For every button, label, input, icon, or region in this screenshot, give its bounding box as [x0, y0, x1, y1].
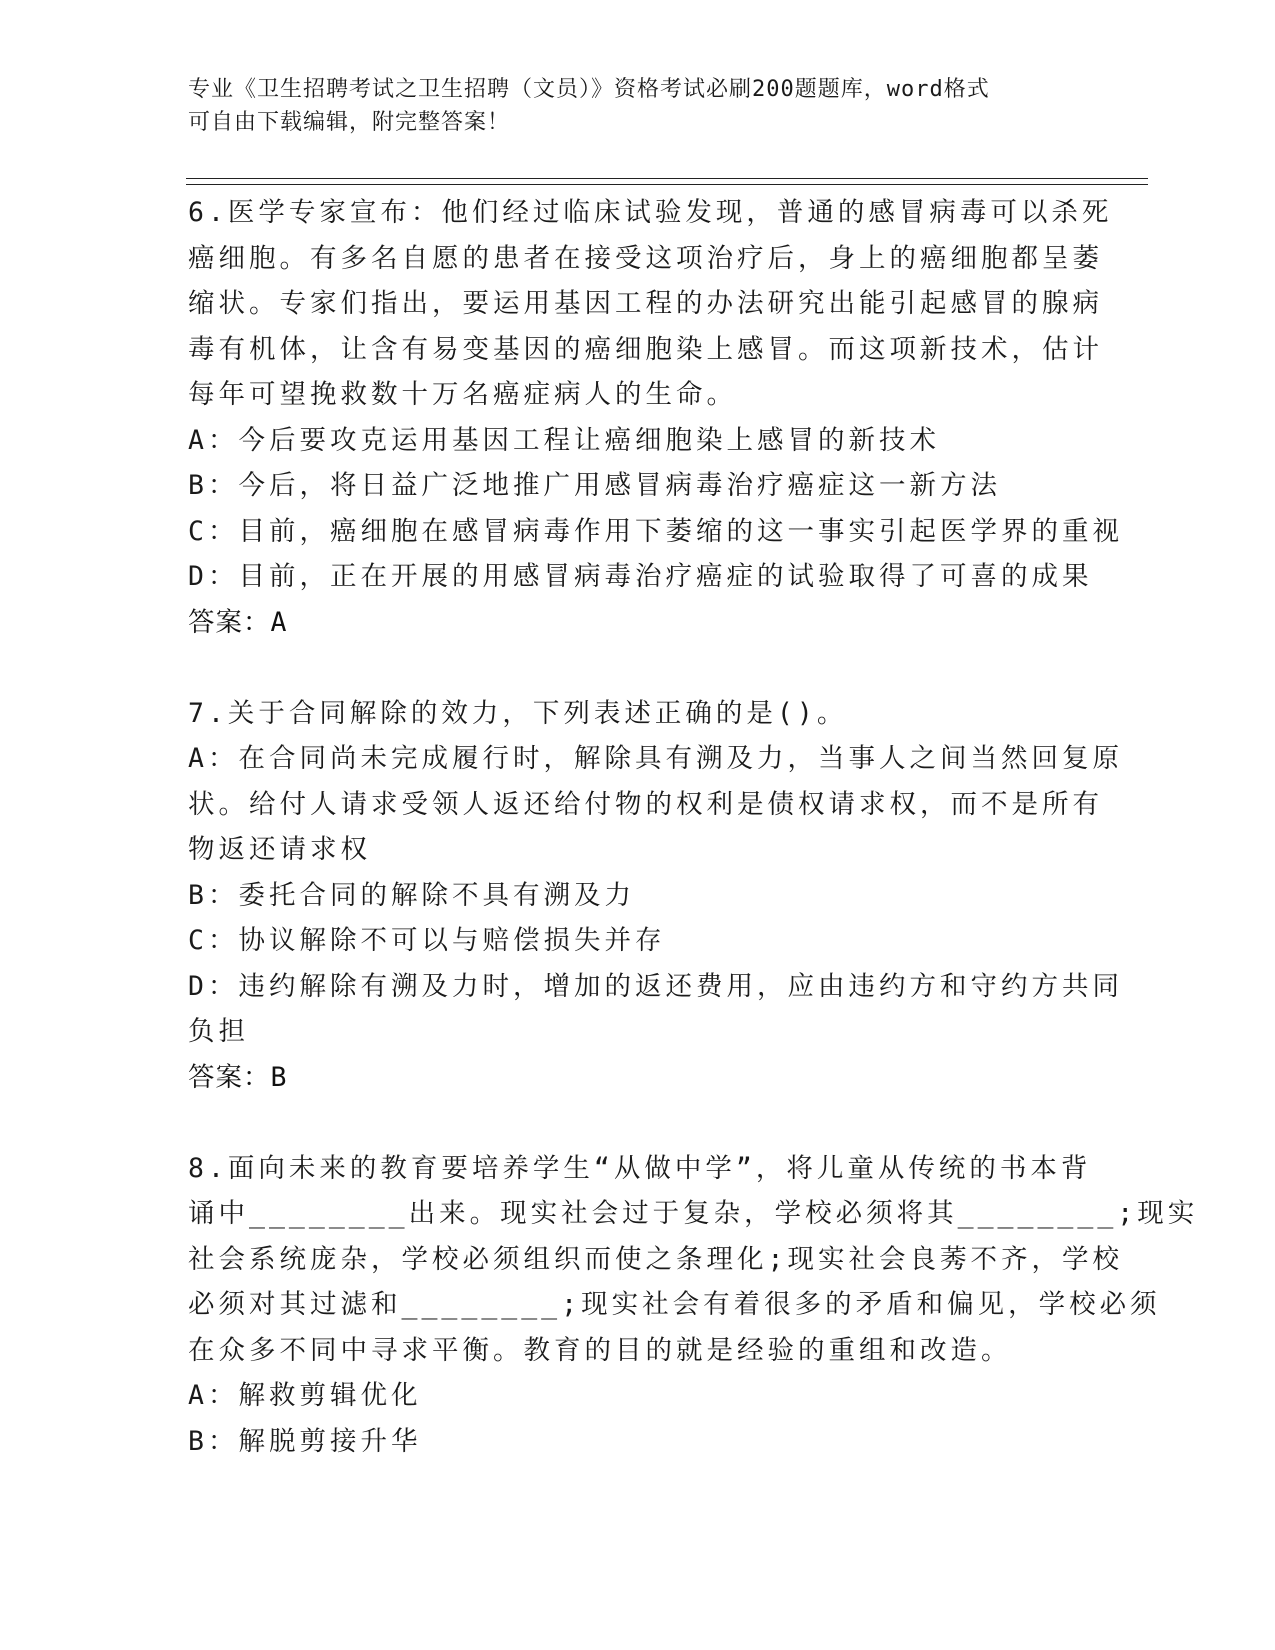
option-b: B：委托合同的解除不具有溯及力 [188, 879, 635, 911]
question-stem-line: 毒有机体，让含有易变基因的癌细胞染上感冒。而这项新技术，估计 [188, 333, 1103, 365]
option-c: C：协议解除不可以与赔偿损失并存 [188, 925, 666, 956]
option-b: B：今后，将日益广泛地推广用感冒病毒治疗癌症这一新方法 [188, 470, 1001, 501]
question-spacer [188, 645, 1068, 691]
question-stem-line: 必须对其过滤和________;现实社会有着很多的矛盾和偏见，学校必须 [188, 1289, 1161, 1320]
option-d: D：目前，正在开展的用感冒病毒治疗癌症的试验取得了可喜的成果 [188, 561, 1093, 592]
header-line-1: 专业《卫生招聘考试之卫生招聘（文员）》资格考试必刷200题题库，word格式 [188, 77, 990, 102]
option-b: B：解脱剪接升华 [188, 1425, 422, 1457]
question-7 [188, 691, 1123, 1101]
answer-label: 答案：B [188, 1061, 288, 1093]
question-stem-line: 7.关于合同解除的效力，下列表述正确的是()。 [188, 697, 848, 729]
option-a-continued: 状。给付人请求受领人返还给付物的权利是债权请求权，而不是所有 [188, 788, 1103, 820]
option-d: D：违约解除有溯及力时，增加的返还费用，应由违约方和守约方共同 [188, 970, 1123, 1002]
option-c: C：目前，癌细胞在感冒病毒作用下萎缩的这一事实引起医学界的重视 [188, 515, 1123, 547]
option-a-continued: 物返还请求权 [188, 834, 371, 865]
question-spacer [188, 1100, 1068, 1146]
question-list [188, 190, 1199, 1464]
question-6 [188, 190, 1123, 645]
question-8 [188, 1146, 1199, 1465]
option-a: A：解救剪辑优化 [188, 1380, 422, 1411]
question-stem-line: 在众多不同中寻求平衡。教育的目的就是经验的重组和改造。 [188, 1334, 1012, 1366]
header-line-2: 可自由下载编辑，附完整答案！ [188, 110, 511, 135]
question-stem-line: 癌细胞。有多名自愿的患者在接受这项治疗后，身上的癌细胞都呈萎 [188, 242, 1103, 274]
question-stem-line: 6.医学专家宣布：他们经过临床试验发现，普通的感冒病毒可以杀死 [188, 197, 1113, 228]
option-a: A：今后要攻克运用基因工程让癌细胞染上感冒的新技术 [188, 424, 940, 456]
answer-label: 答案：A [188, 606, 288, 638]
option-a: A：在合同尚未完成履行时，解除具有溯及力，当事人之间当然回复原 [188, 743, 1123, 774]
question-stem-line: 社会系统庞杂，学校必须组织而使之条理化;现实社会良莠不齐，学校 [188, 1243, 1123, 1275]
document-header [188, 73, 1088, 139]
question-stem-line: 每年可望挽救数十万名癌症病人的生命。 [188, 379, 737, 410]
header-rule-top [186, 178, 1148, 179]
question-stem-line: 缩状。专家们指出，要运用基因工程的办法研究出能引起感冒的腺病 [188, 288, 1103, 319]
option-d-continued: 负担 [188, 1016, 249, 1047]
question-stem-line: 8.面向未来的教育要培养学生“从做中学”，将儿童从传统的书本背 [188, 1152, 1092, 1184]
question-stem-line: 诵中________出来。现实社会过于复杂，学校必须将其________;现实 [188, 1198, 1199, 1229]
header-rule-bottom [186, 184, 1148, 185]
